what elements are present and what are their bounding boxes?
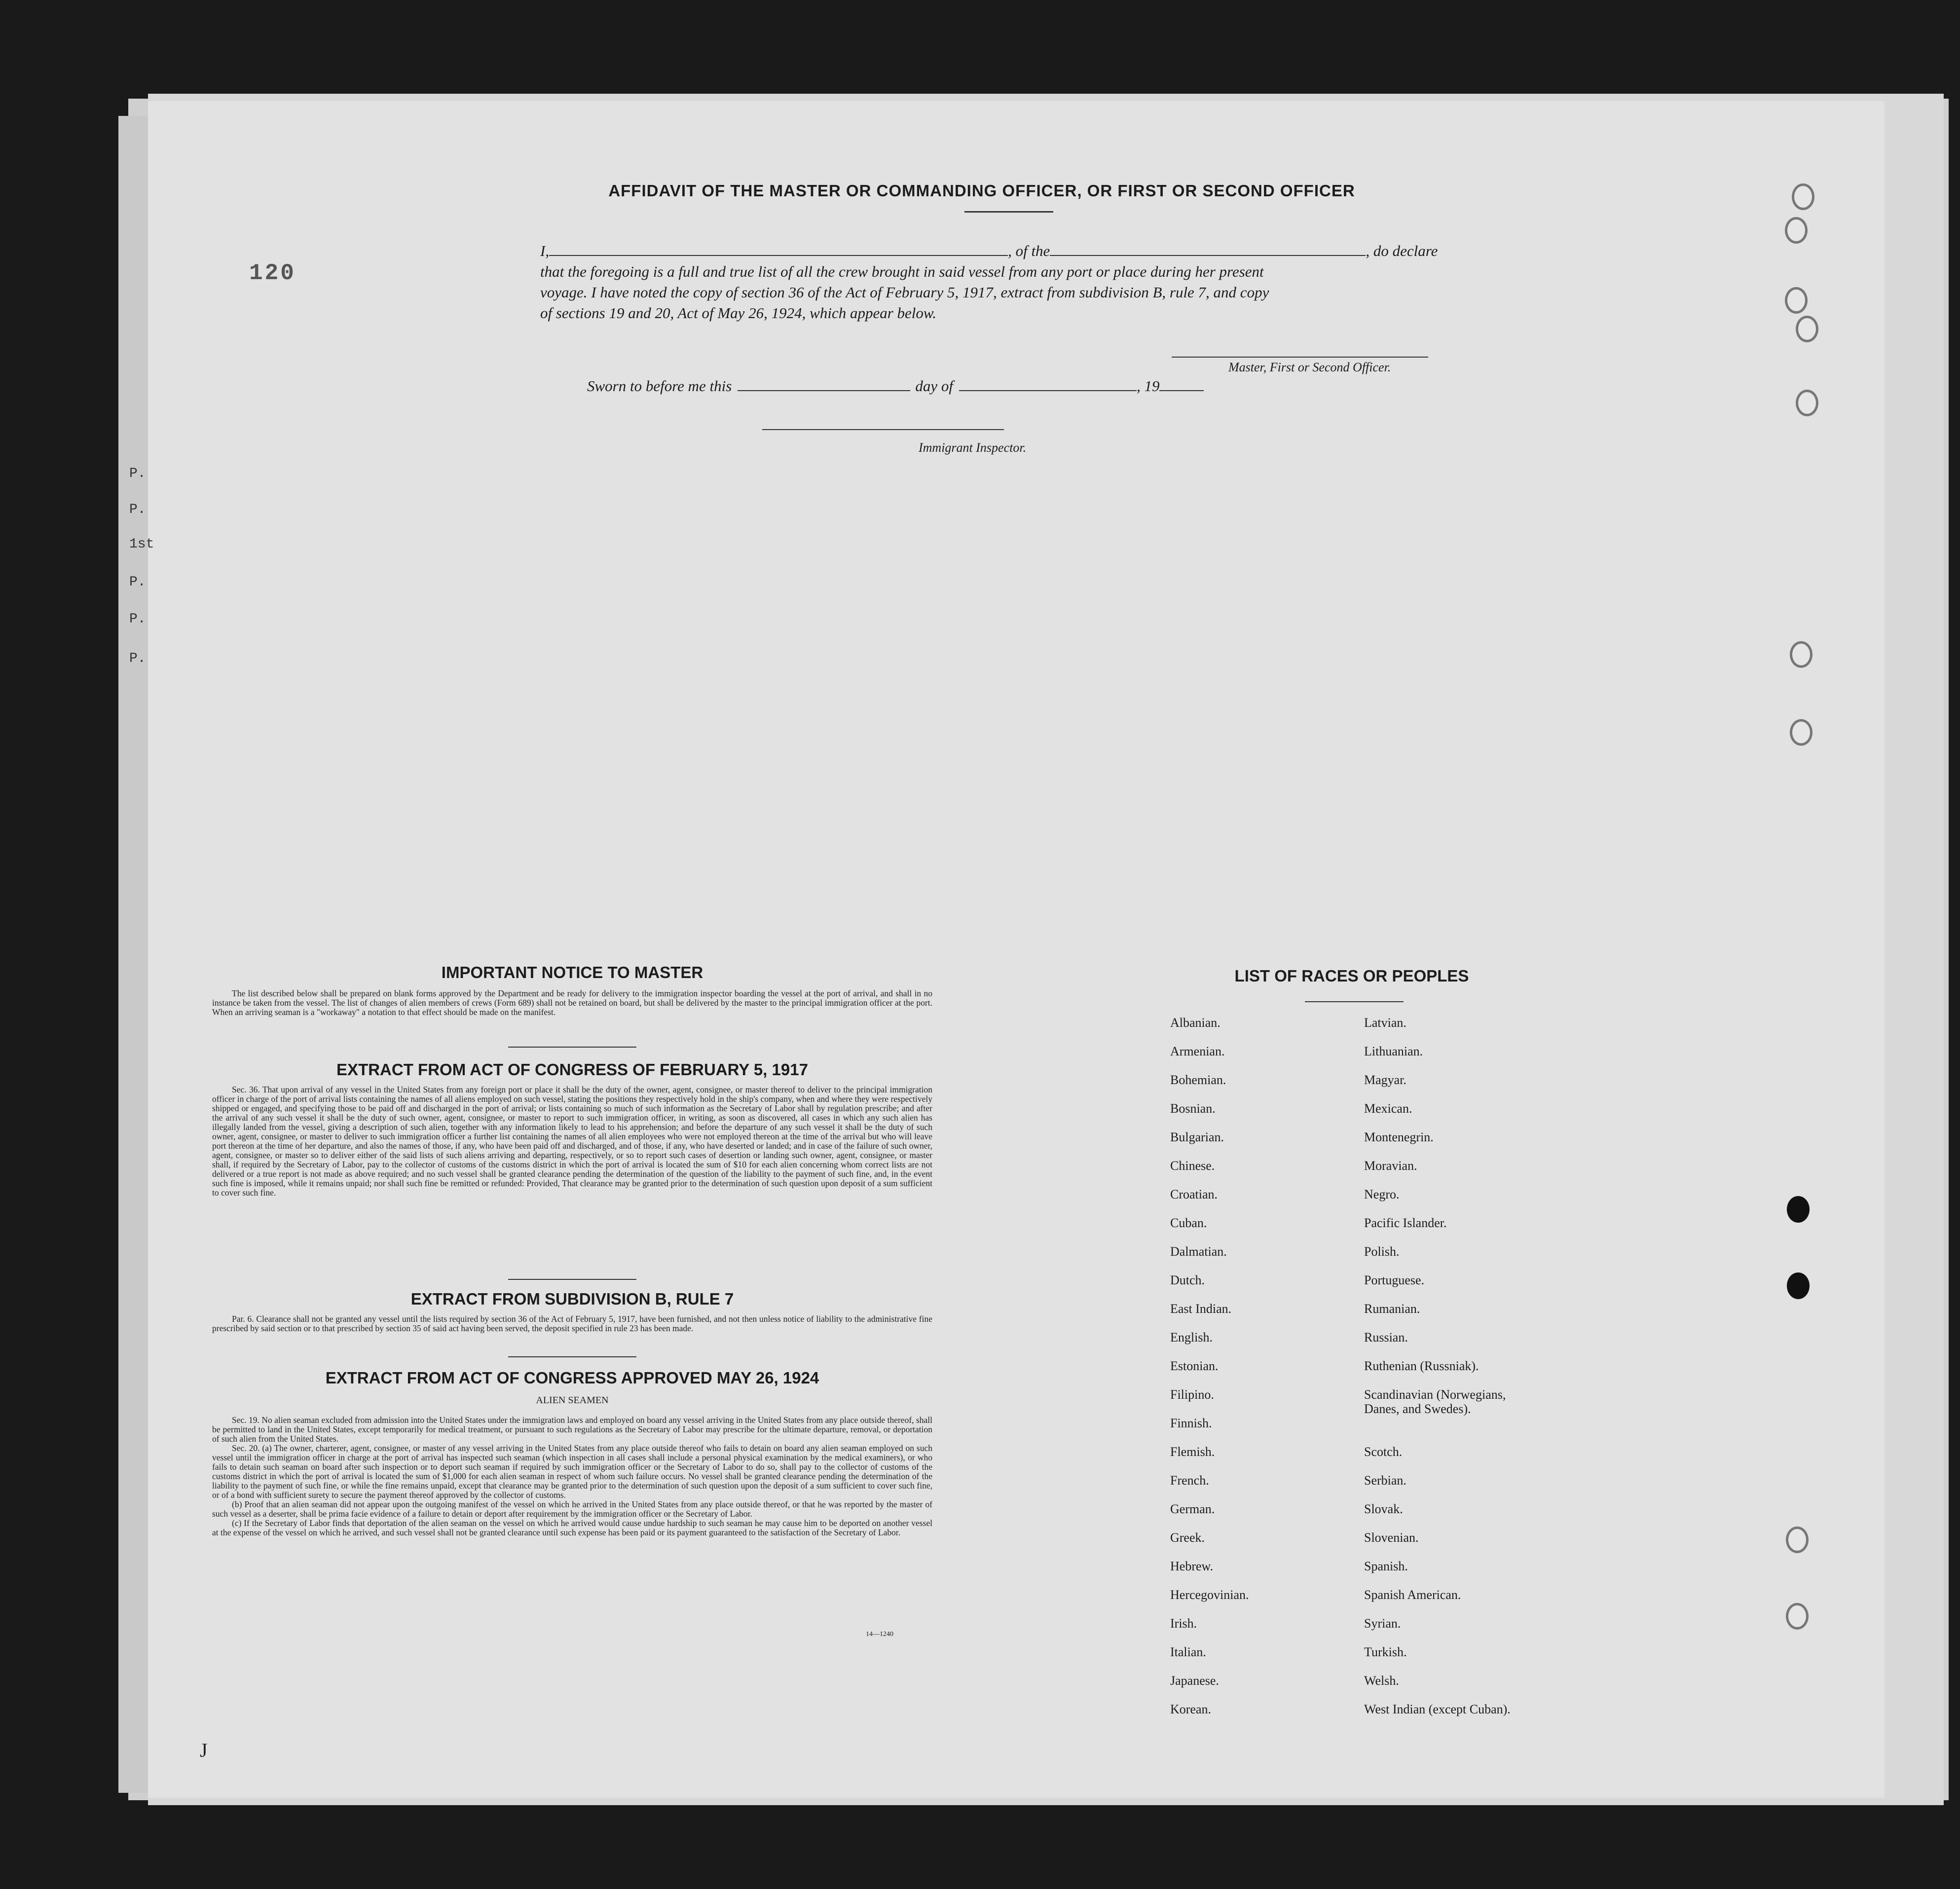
race-item: Russian. — [1364, 1330, 1408, 1344]
races-right-column — [1364, 1009, 1522, 1724]
year-blank — [1159, 377, 1204, 391]
year-label: , 19 — [1136, 377, 1160, 395]
sworn-prefix: Sworn to before me this — [587, 377, 732, 395]
affidavit-line-2: that the foregoing is a full and true list of all the crew brought in said vessel from any port or place during her present — [540, 263, 1264, 280]
side-label: P. — [129, 575, 146, 590]
affidavit-body — [540, 241, 1475, 324]
divider — [508, 1047, 636, 1048]
affidavit-line-1 — [540, 241, 1475, 261]
affidavit-line-4: of sections 19 and 20, Act of May 26, 1924, which appear below. — [540, 304, 937, 322]
race-item: French. — [1170, 1473, 1209, 1488]
race-item: East Indian. — [1170, 1302, 1232, 1316]
rule7-body — [212, 1314, 932, 1333]
alien-seamen-subtitle: ALIEN SEAMEN — [536, 1395, 609, 1406]
divider — [1305, 1001, 1404, 1002]
do-declare-label: , do declare — [1366, 242, 1438, 259]
race-item: Spanish. — [1364, 1559, 1408, 1573]
extract-1924-paragraph: (b) Proof that an alien seaman did not appear upon the outgoing manifest of the vessel on which he arrived in the United States from any place outside thereof, or that he was reported by the master of such vessel as a deserter, shall be prima facie evidence of a failure to detain or deport after requirement by the immigration officer or the Secretary of Labor. — [212, 1499, 932, 1519]
race-item: Portuguese. — [1364, 1273, 1425, 1287]
binder-hole-icon — [1785, 217, 1808, 244]
race-item: Scotch. — [1364, 1445, 1403, 1459]
extract-1917-paragraph: Sec. 36. That upon arrival of any vessel in the United States from any foreign port or place it shall be the duty of the owner, agent, consignee, or master thereof to deliver to the principal immigration officer in charge of the port of arrival lists containing the names of all aliens employed on such vessel, stating the positions they respectively hold in the ship's company, when and where they were respectively shipped or engaged, and specifying those to be paid off and discharged in the port of arrival; or lists containing so much of such information as the Secretary of Labor shall by regulation prescribe; and after the arrival of any such vessel it shall be the duty of such owner, agent, consignee, or master to report to such immigration officer, in writing, as soon as discovered, all cases in which any such alien has illegally landed from the vessel, giving a description of such alien, together with any information likely to lead to his apprehension; and before the departure of any such vessel it shall be the duty of such owner, agent, consignee, or master to deliver to such immigration officer a further list containing the names of all alien employees who were not employed thereon at the time of the arrival but who will leave port thereon at the time of her departure, and also the names of those, if any, who have been paid off and discharged, and of those, if any, who have deserted or landed; and in case of the failure of such owner, agent, consignee, or master so to deliver either of the said lists of such aliens arriving and departing, respectively, or so to report such cases of desertion or landing such owner, agent, consignee, or master shall, if required by the Secretary of Labor, pay to the collector of customs of the customs district in which the port of arrival is located the sum of $10 for each alien concerning whom correct lists are not delivered or a true report is not made as above required; and no such vessel shall be granted clearance pending the determination of the question of the liability to the payment of such fine, and, in the event such fine is imposed, while it remains unpaid; nor shall such fine be remitted or refunded: Provided, That clearance may be granted prior to the determination of such question upon deposit of a sum sufficient to cover such fine. — [212, 1085, 932, 1198]
race-item: Hercegovinian. — [1170, 1588, 1249, 1602]
race-item: Bohemian. — [1170, 1073, 1226, 1087]
inspector-signature-line — [762, 429, 1004, 430]
side-label: P. — [129, 651, 146, 666]
race-item: Lithuanian. — [1364, 1044, 1423, 1058]
binder-hole-icon — [1786, 1603, 1809, 1630]
binder-hole-icon — [1796, 316, 1818, 342]
race-item: Bosnian. — [1170, 1101, 1216, 1116]
extract-1917-body — [212, 1085, 932, 1198]
signature-line — [1172, 357, 1428, 358]
race-item: Hebrew. — [1170, 1559, 1214, 1573]
races-left-column — [1170, 1009, 1249, 1724]
side-label: P. — [129, 466, 146, 481]
side-label: P. — [129, 502, 146, 517]
rule7-title: EXTRACT FROM SUBDIVISION B, RULE 7 — [410, 1290, 734, 1308]
vessel-blank — [1050, 242, 1366, 256]
day-of-label: day of — [915, 377, 953, 395]
race-item: Latvian. — [1364, 1016, 1406, 1030]
race-item: Scandinavian (Norwegians, Danes, and Swedes). — [1364, 1387, 1506, 1416]
binder-hole-icon — [1785, 287, 1808, 314]
race-item: Slovenian. — [1364, 1530, 1419, 1545]
name-blank — [549, 242, 1008, 256]
affidavit-line-3: voyage. I have noted the copy of section 36 of the Act of February 5, 1917, extract from subdivision B, rule 7, and copy — [540, 284, 1269, 301]
extract-1924-paragraph: (c) If the Secretary of Labor finds that deportation of the alien seaman on the vessel on which he arrived would cause undue hardship to such seaman he may cause him to be deported on another vessel at the expense of the vessel on which he arrived, and such vessel shall not be granted clearance until such expense has been paid or its payment guaranteed to the satisfaction of the Secretary of Labor. — [212, 1518, 932, 1537]
race-item: Korean. — [1170, 1702, 1212, 1716]
divider — [964, 211, 1053, 213]
binder-hole-icon — [1787, 1272, 1810, 1299]
side-label: P. — [129, 612, 146, 627]
race-item: Armenian. — [1170, 1044, 1225, 1058]
extract-1924-paragraph: Sec. 20. (a) The owner, charterer, agent, consignee, or master of any vessel arriving in the United States from any place outside thereof who fails to detain on board any alien seaman employed on such vessel until the immigration officer in charge at the port of arrival has inspected such seaman (which inspection in all cases shall include a personal physical examination by the medical examiners), or who fails to detain such seaman on board after such inspection or to deport such seaman if required by such immigration officer or the Secretary of Labor to do so, shall pay to the collector of customs of the customs district in which the port of arrival is located the sum of $1,000 for each alien seaman in respect of whom such failure occurs. No vessel shall be granted clearance pending the determination of the liability to the payment of such fine, or while the fine remains unpaid, except that clearance may be granted prior to the determination of such question upon the deposit of a sum sufficient to cover such fine, or of a bond with sufficient surety to secure the payment thereof approved by the collector of customs. — [212, 1443, 932, 1500]
race-item: Moravian. — [1364, 1159, 1417, 1173]
extract-1924-title: EXTRACT FROM ACT OF CONGRESS APPROVED MAY 26, 1924 — [325, 1369, 819, 1387]
affidavit-title: AFFIDAVIT OF THE MASTER OR COMMANDING OFFICER, OR FIRST OR SECOND OFFICER — [608, 182, 1355, 200]
race-item: Italian. — [1170, 1645, 1206, 1659]
i-label: I, — [540, 242, 550, 259]
race-item: Japanese. — [1170, 1673, 1219, 1688]
notice-title: IMPORTANT NOTICE TO MASTER — [441, 963, 703, 981]
signature-label: Master, First or Second Officer. — [1228, 360, 1391, 374]
races-title: LIST OF RACES OR PEOPLES — [1234, 967, 1469, 985]
race-item: German. — [1170, 1502, 1215, 1516]
race-item: Finnish. — [1170, 1416, 1212, 1430]
extract-1924-body — [212, 1416, 932, 1537]
extract-1917-title: EXTRACT FROM ACT OF CONGRESS OF FEBRUARY 5, 1917 — [336, 1060, 808, 1079]
binder-hole-icon — [1787, 1196, 1810, 1223]
inspector-label: Immigrant Inspector. — [919, 440, 1027, 455]
race-item: Flemish. — [1170, 1445, 1215, 1459]
race-item: Greek. — [1170, 1530, 1205, 1545]
month-blank — [959, 377, 1137, 391]
race-item: Filipino. — [1170, 1387, 1214, 1402]
divider — [508, 1356, 636, 1357]
race-item: Rumanian. — [1364, 1302, 1420, 1316]
race-item: Serbian. — [1364, 1473, 1406, 1488]
race-item: Albanian. — [1170, 1016, 1220, 1030]
race-item: Dutch. — [1170, 1273, 1205, 1287]
day-blank — [738, 377, 910, 391]
notice-body — [212, 989, 932, 1017]
binder-hole-icon — [1790, 719, 1812, 746]
notice-paragraph: The list described below shall be prepared on blank forms approved by the Department and be ready for delivery to the immigration inspector boarding the vessel at the port of arrival, and shall in no instance be taken from the vessel. The list of changes of alien members of crews (Form 689) shall not be retained on board, but shall be delivered by the master to the principal immigration officer at the port. When an arriving seaman is a "workaway" a notation to that effect should be made on the manifest. — [212, 988, 932, 1017]
side-label: 1st — [129, 537, 154, 552]
race-item: Polish. — [1364, 1244, 1400, 1259]
sworn-line — [587, 377, 1204, 395]
race-item: Montenegrin. — [1364, 1130, 1434, 1144]
binder-hole-icon — [1786, 1526, 1809, 1553]
race-item: English. — [1170, 1330, 1213, 1344]
race-item: Croatian. — [1170, 1187, 1218, 1201]
race-item: Negro. — [1364, 1187, 1400, 1201]
race-item: Turkish. — [1364, 1645, 1407, 1659]
race-item: Dalmatian. — [1170, 1244, 1227, 1259]
race-item: Irish. — [1170, 1616, 1197, 1631]
race-item: Cuban. — [1170, 1216, 1207, 1230]
race-item: West Indian (except Cuban). — [1364, 1702, 1511, 1716]
race-item: Syrian. — [1364, 1616, 1401, 1631]
extract-1924-paragraph: Sec. 19. No alien seaman excluded from admission into the United States under the immigration laws and employed on board any vessel arriving in the United States from any place outside thereof, shall be permitted to land in the United States, except temporarily for medical treatment, or pursuant to such regulations as the Secretary of Labor may prescribe for the ultimate departure, removal, or deportation of such alien from the United States. — [212, 1415, 932, 1444]
binder-hole-icon — [1790, 641, 1812, 668]
race-item: Chinese. — [1170, 1159, 1215, 1173]
race-item: Slovak. — [1364, 1502, 1403, 1516]
of-the-label: , of the — [1008, 242, 1050, 259]
race-item: Spanish American. — [1364, 1588, 1461, 1602]
race-item: Estonian. — [1170, 1359, 1219, 1373]
rule7-paragraph: Par. 6. Clearance shall not be granted any vessel until the lists required by section 36 of the Act of February 5, 1917, have been furnished, and not then unless notice of liability to the administrative fine prescribed by said section or to that prescribed by section 35 of said act having been served, the deposit specified in rule 23 has been made. — [212, 1314, 932, 1333]
document-page — [148, 101, 1885, 1798]
race-item: Pacific Islander. — [1364, 1216, 1447, 1230]
race-item: Magyar. — [1364, 1073, 1406, 1087]
divider — [508, 1279, 636, 1280]
race-item: Mexican. — [1364, 1101, 1412, 1116]
handwritten-initial: J — [200, 1739, 208, 1761]
sheet-number: 120 — [249, 260, 296, 286]
form-number: 14—1240 — [866, 1631, 893, 1638]
race-item: Ruthenian (Russniak). — [1364, 1359, 1479, 1373]
race-item: Bulgarian. — [1170, 1130, 1224, 1144]
binder-hole-icon — [1796, 390, 1818, 416]
race-item: Welsh. — [1364, 1673, 1399, 1688]
binder-hole-icon — [1792, 183, 1814, 210]
